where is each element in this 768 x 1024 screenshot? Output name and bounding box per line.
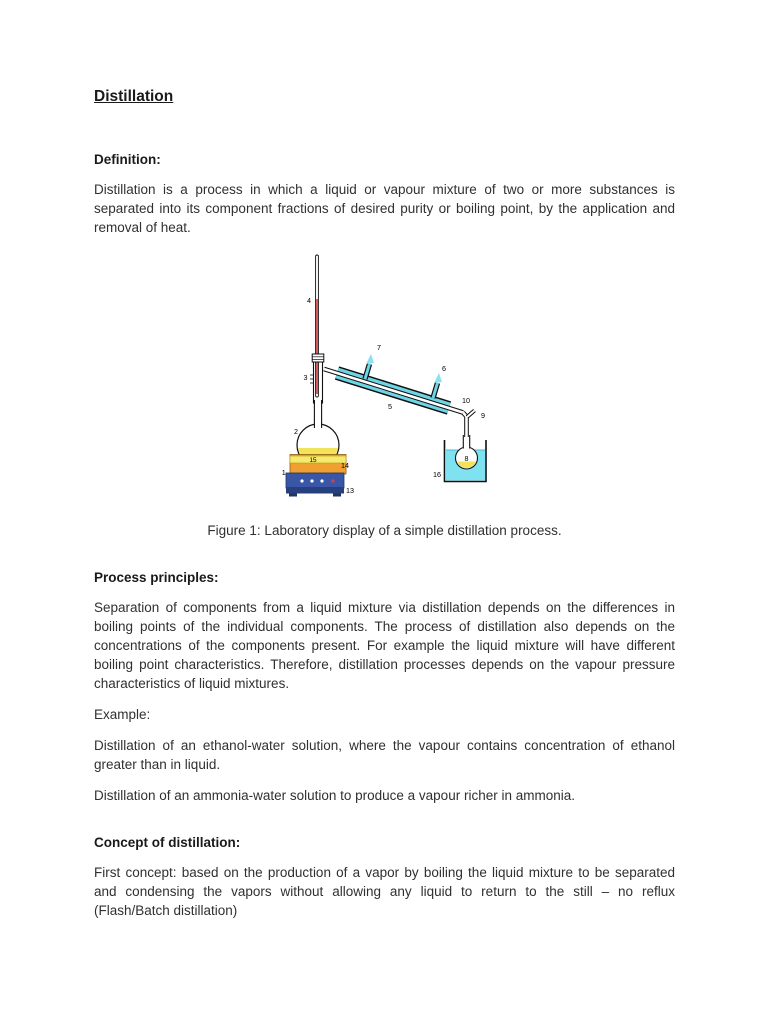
hot-plate-knob [320, 479, 323, 482]
document-title: Distillation [94, 88, 174, 105]
mantle-yellow-band [290, 456, 346, 463]
example-ammonia-paragraph: Distillation of an ammonia-water solution to produce a vapour richer in ammonia. [94, 788, 575, 803]
heating-mantle [290, 455, 346, 475]
label-thermometer: 4 [306, 296, 311, 305]
hot-plate [286, 473, 344, 497]
definition-paragraph: Distillation is a process in which a liquid or vapour mixture of two or more substances is separated into its component fractions of desired purity or boiling point, by the application and removal of heat. [94, 182, 675, 235]
label-receiving-flask: 8 [464, 454, 468, 463]
concept-heading: Concept of distillation: [94, 835, 241, 850]
figure-caption: Figure 1: Laboratory display of a simple distillation process. [207, 523, 562, 538]
process-principles-paragraph: Separation of components from a liquid mixture via distillation depends on the differences in boiling points of the individual components. The process of distillation also depends on the concentrations of the components present. For example the liquid mixture will have different boiling point characteristics. Therefore, distillation processes depends on the vapour pressure characteristics of liquid mixtures. [94, 600, 675, 691]
label-hot-plate-corner: 1 [281, 468, 286, 477]
label-heating-mantle: 14 [340, 461, 349, 470]
label-boiling-liquid: 15 [308, 457, 317, 464]
label-distillation-flask: 2 [293, 427, 298, 436]
figure-distillation-apparatus [94, 251, 675, 508]
label-water-inlet: 6 [441, 364, 446, 373]
label-hot-plate: 13 [345, 486, 354, 495]
receiving-flask [455, 435, 478, 471]
vacuum-adapter [463, 411, 475, 438]
definition-heading: Definition: [94, 152, 161, 167]
label-vacuum-outlet: 9 [480, 411, 485, 420]
label-adapter: 10 [461, 396, 470, 405]
water-flow-arrow [366, 354, 374, 364]
example-label: Example: [94, 707, 151, 722]
label-water-outlet: 7 [376, 343, 381, 352]
label-still-head: 3 [303, 373, 307, 382]
example-ethanol-paragraph: Distillation of an ethanol-water solution, where the vapour contains concentration of ethanol greater than in liquid. [94, 738, 675, 772]
water-outlet-port [365, 354, 374, 379]
distillation-apparatus-diagram [280, 251, 490, 503]
hot-plate-indicator [331, 479, 334, 482]
label-condenser: 5 [387, 402, 392, 411]
water-flow-arrow [434, 373, 442, 383]
label-cooling-bath: 16 [432, 470, 441, 479]
hot-plate-knob [310, 479, 313, 482]
thermometer-adapter-cap [312, 354, 324, 362]
condenser-inner-tube [324, 369, 463, 413]
hot-plate-knob [300, 479, 303, 482]
concept-paragraph: First concept: based on the production of a vapor by boiling the liquid mixture to be separated and condensing the vapors without allowing any liquid to return to the still – no reflux (Flash/Batch distillation) [94, 865, 675, 918]
process-principles-heading: Process principles: [94, 570, 219, 585]
water-inlet-port [433, 373, 442, 398]
